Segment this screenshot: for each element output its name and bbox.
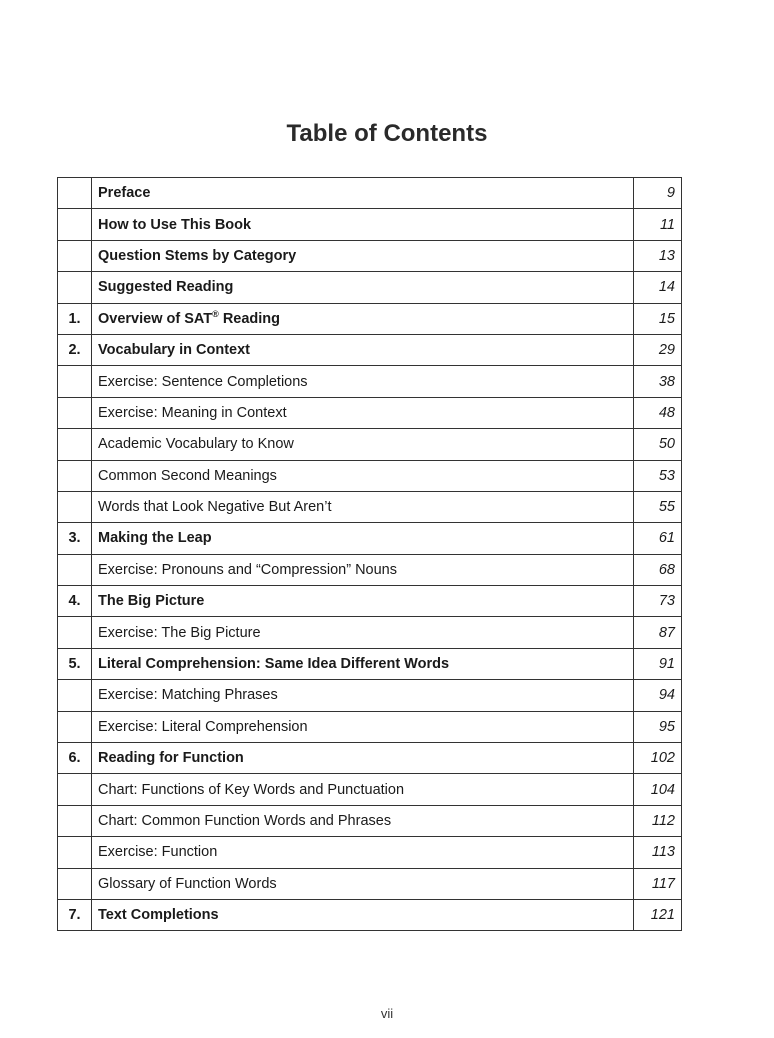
chapter-number: 6. [58, 743, 92, 774]
toc-row [58, 680, 682, 711]
entry-title: Words that Look Negative But Aren’t [92, 491, 634, 522]
entry-page: 53 [634, 460, 682, 491]
chapter-number [58, 680, 92, 711]
toc-row [58, 523, 682, 554]
chapter-number [58, 837, 92, 868]
page-number: vii [380, 1006, 394, 1021]
chapter-number [58, 554, 92, 585]
entry-title: Exercise: Meaning in Context [92, 397, 634, 428]
entry-page: 48 [634, 397, 682, 428]
entry-title: Exercise: Matching Phrases [92, 680, 634, 711]
entry-title: Academic Vocabulary to Know [92, 429, 634, 460]
toc-row [58, 837, 682, 868]
entry-page: 87 [634, 617, 682, 648]
entry-title: Glossary of Function Words [92, 868, 634, 899]
chapter-number [58, 240, 92, 271]
entry-page: 11 [634, 209, 682, 240]
chapter-number [58, 617, 92, 648]
entry-page: 95 [634, 711, 682, 742]
chapter-number [58, 397, 92, 428]
entry-title: Making the Leap [92, 523, 634, 554]
entry-page: 14 [634, 272, 682, 303]
toc-row [58, 711, 682, 742]
chapter-number: 3. [58, 523, 92, 554]
entry-page: 113 [634, 837, 682, 868]
entry-page: 13 [634, 240, 682, 271]
toc-row [58, 899, 682, 930]
toc-row [58, 303, 682, 334]
entry-title: Vocabulary in Context [92, 334, 634, 365]
chapter-number: 4. [58, 586, 92, 617]
entry-title: Literal Comprehension: Same Idea Different Words [92, 648, 634, 679]
entry-title: Exercise: The Big Picture [92, 617, 634, 648]
chapter-number: 1. [58, 303, 92, 334]
chapter-number [58, 209, 92, 240]
entry-page: 55 [634, 491, 682, 522]
entry-title: Exercise: Function [92, 837, 634, 868]
chapter-number [58, 178, 92, 209]
toc-row [58, 491, 682, 522]
entry-page: 117 [634, 868, 682, 899]
entry-page: 68 [634, 554, 682, 585]
toc-row [58, 617, 682, 648]
chapter-number [58, 774, 92, 805]
entry-page: 91 [634, 648, 682, 679]
toc-row [58, 240, 682, 271]
entry-title: Reading for Function [92, 743, 634, 774]
entry-page: 94 [634, 680, 682, 711]
chapter-number: 5. [58, 648, 92, 679]
chapter-number [58, 491, 92, 522]
entry-page: 73 [634, 586, 682, 617]
toc-row [58, 774, 682, 805]
entry-title: Exercise: Literal Comprehension [92, 711, 634, 742]
toc-body [58, 178, 682, 931]
chapter-number [58, 868, 92, 899]
entry-page: 15 [634, 303, 682, 334]
entry-page: 29 [634, 334, 682, 365]
entry-page: 121 [634, 899, 682, 930]
entry-page: 61 [634, 523, 682, 554]
toc-row [58, 178, 682, 209]
toc-row [58, 460, 682, 491]
toc-row [58, 586, 682, 617]
entry-title: Exercise: Pronouns and “Compression” Nouns [92, 554, 634, 585]
toc-row [58, 272, 682, 303]
toc-row [58, 334, 682, 365]
entry-title: Suggested Reading [92, 272, 634, 303]
entry-page: 50 [634, 429, 682, 460]
chapter-number [58, 805, 92, 836]
chapter-number [58, 711, 92, 742]
entry-page: 104 [634, 774, 682, 805]
entry-title: Preface [92, 178, 634, 209]
entry-page: 112 [634, 805, 682, 836]
toc-row [58, 743, 682, 774]
entry-title: Text Completions [92, 899, 634, 930]
entry-title: The Big Picture [92, 586, 634, 617]
entry-page: 38 [634, 366, 682, 397]
entry-title: Exercise: Sentence Completions [92, 366, 634, 397]
chapter-number [58, 366, 92, 397]
entry-title: Question Stems by Category [92, 240, 634, 271]
entry-page: 102 [634, 743, 682, 774]
toc-row [58, 805, 682, 836]
chapter-number: 7. [58, 899, 92, 930]
toc-row [58, 868, 682, 899]
entry-title: Overview of SAT® Reading [92, 303, 634, 334]
entry-title: How to Use This Book [92, 209, 634, 240]
chapter-number: 2. [58, 334, 92, 365]
toc-row [58, 209, 682, 240]
entry-title: Common Second Meanings [92, 460, 634, 491]
entry-title: Chart: Common Function Words and Phrases [92, 805, 634, 836]
entry-title: Chart: Functions of Key Words and Punctuation [92, 774, 634, 805]
toc-row [58, 366, 682, 397]
toc-table [57, 177, 682, 931]
page-title: Table of Contents [286, 120, 488, 147]
toc-row [58, 554, 682, 585]
chapter-number [58, 460, 92, 491]
chapter-number [58, 429, 92, 460]
toc-row [58, 397, 682, 428]
toc-row [58, 429, 682, 460]
entry-page: 9 [634, 178, 682, 209]
toc-row [58, 648, 682, 679]
chapter-number [58, 272, 92, 303]
